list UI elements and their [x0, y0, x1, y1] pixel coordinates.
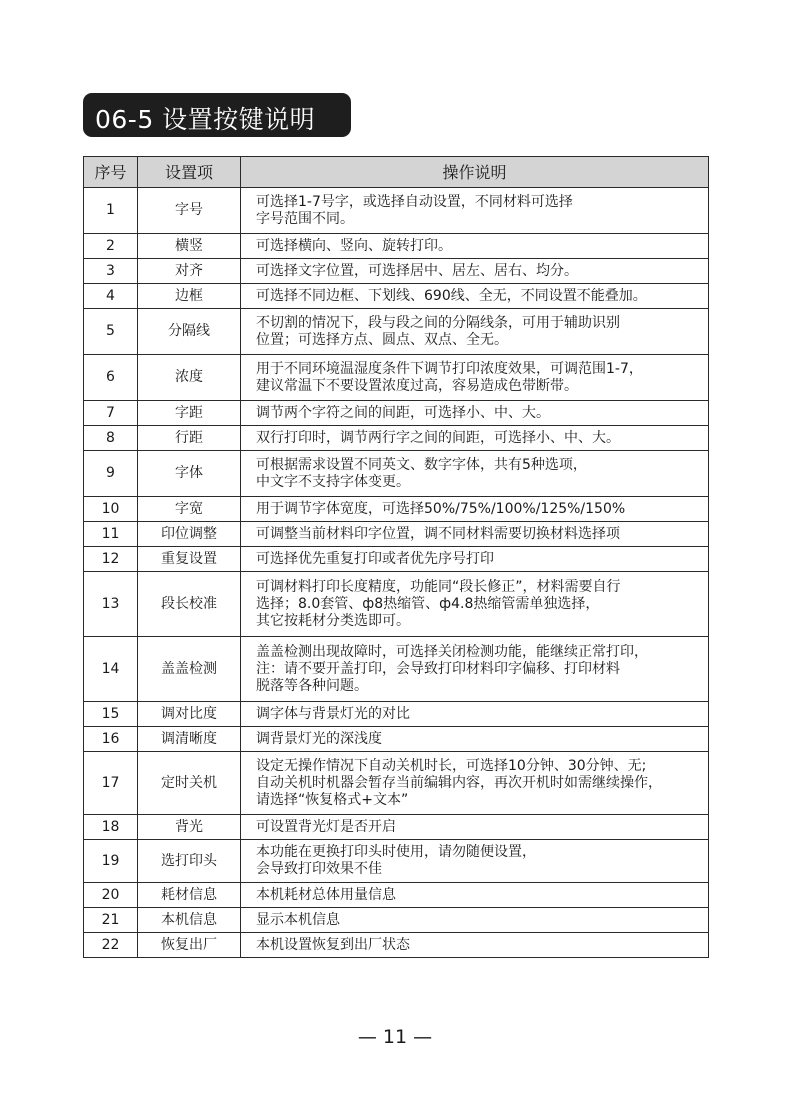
row-item: 印位调整: [138, 522, 241, 547]
row-num: 8: [84, 426, 138, 451]
row-num: 9: [84, 451, 138, 497]
page-number: — 11 —: [357, 1026, 433, 1048]
row-item: 横竖: [138, 234, 241, 259]
table-row: [84, 815, 709, 840]
row-desc: 本机设置恢复到出厂状态: [241, 933, 709, 958]
row-desc: 可选择1-7号字，或选择自动设置，不同材料可选择 字号范围不同。: [241, 188, 709, 234]
row-num: 12: [84, 547, 138, 572]
row-item: 耗材信息: [138, 883, 241, 908]
row-desc: 不切割的情况下，段与段之间的分隔线条，可用于辅助识别 位置；可选择方点、圆点、双点、全无。: [241, 309, 709, 355]
row-item: 边框: [138, 284, 241, 309]
row-desc: 可选择横向、竖向、旋转打印。: [241, 234, 709, 259]
table-row: [84, 355, 709, 401]
row-desc: 可选择优先重复打印或者优先序号打印: [241, 547, 709, 572]
table-row: [84, 572, 709, 637]
row-desc: 用于不同环境温湿度条件下调节打印浓度效果，可调范围1-7， 建议常温下不要设置浓度过高，容易造成色带断带。: [241, 355, 709, 401]
row-item: 浓度: [138, 355, 241, 401]
row-desc: 可选择不同边框、下划线、690线、全无，不同设置不能叠加。: [241, 284, 709, 309]
row-num: 14: [84, 637, 138, 702]
row-num: 22: [84, 933, 138, 958]
row-item: 选打印头: [138, 840, 241, 883]
table-row: [84, 401, 709, 426]
row-desc: 可调材料打印长度精度，功能同“段长修正”，材料需要自行 选择；8.0套管、ф8热缩管、ф4.8热缩管需单独选择， 其它按耗材分类选即可。: [241, 572, 709, 637]
table-row: [84, 522, 709, 547]
table-header-row: [84, 157, 709, 188]
row-desc: 本机耗材总体用量信息: [241, 883, 709, 908]
row-num: 15: [84, 702, 138, 727]
row-num: 1: [84, 188, 138, 234]
row-item: 调对比度: [138, 702, 241, 727]
row-desc: 调节两个字符之间的间距，可选择小、中、大。: [241, 401, 709, 426]
table-row: [84, 259, 709, 284]
row-desc: 显示本机信息: [241, 908, 709, 933]
table-row: [84, 908, 709, 933]
row-item: 字号: [138, 188, 241, 234]
row-desc: 调字体与背景灯光的对比: [241, 702, 709, 727]
row-desc: 双行打印时，调节两行字之间的间距，可选择小、中、大。: [241, 426, 709, 451]
row-item: 字体: [138, 451, 241, 497]
row-num: 20: [84, 883, 138, 908]
row-num: 17: [84, 752, 138, 815]
table-row: [84, 547, 709, 572]
row-num: 6: [84, 355, 138, 401]
row-num: 3: [84, 259, 138, 284]
section-title: 06-5 设置按键说明: [95, 105, 316, 134]
row-num: 21: [84, 908, 138, 933]
row-num: 16: [84, 727, 138, 752]
row-desc: 设定无操作情况下自动关机时长，可选择10分钟、30分钟、无; 自动关机时机器会暂存当前编辑内容，再次开机时如需继续操作， 请选择“恢复格式+文本”: [241, 752, 709, 815]
row-num: 7: [84, 401, 138, 426]
table-row: [84, 840, 709, 883]
row-num: 13: [84, 572, 138, 637]
row-num: 2: [84, 234, 138, 259]
header-item: 设置项: [138, 157, 241, 188]
table-row: [84, 637, 709, 702]
row-num: 10: [84, 497, 138, 522]
row-desc: 可根据需求设置不同英文、数字字体，共有5种选项， 中文字不支持字体变更。: [241, 451, 709, 497]
row-item: 行距: [138, 426, 241, 451]
row-desc: 可调整当前材料印字位置，调不同材料需要切换材料选择项: [241, 522, 709, 547]
row-item: 对齐: [138, 259, 241, 284]
row-desc: 可选择文字位置，可选择居中、居左、居右、均分。: [241, 259, 709, 284]
table-row: [84, 188, 709, 234]
table-row: [84, 752, 709, 815]
row-item: 段长校准: [138, 572, 241, 637]
row-item: 字宽: [138, 497, 241, 522]
table-row: [84, 309, 709, 355]
row-desc: 用于调节字体宽度，可选择50%/75%/100%/125%/150%: [241, 497, 709, 522]
row-num: 19: [84, 840, 138, 883]
table-row: [84, 426, 709, 451]
row-item: 分隔线: [138, 309, 241, 355]
table-row: [84, 933, 709, 958]
row-desc: 可设置背光灯是否开启: [241, 815, 709, 840]
table-row: [84, 702, 709, 727]
row-num: 11: [84, 522, 138, 547]
settings-table: [83, 156, 709, 958]
row-item: 调清晰度: [138, 727, 241, 752]
table-row: [84, 727, 709, 752]
row-item: 本机信息: [138, 908, 241, 933]
header-desc: 操作说明: [241, 157, 709, 188]
table-row: [84, 883, 709, 908]
row-desc: 调背景灯光的深浅度: [241, 727, 709, 752]
section-title-bar: [83, 93, 351, 137]
row-item: 盖盖检测: [138, 637, 241, 702]
header-num: 序号: [84, 157, 138, 188]
row-desc: 本功能在更换打印头时使用，请勿随便设置， 会导致打印效果不佳: [241, 840, 709, 883]
row-num: 18: [84, 815, 138, 840]
row-item: 字距: [138, 401, 241, 426]
row-item: 背光: [138, 815, 241, 840]
row-desc: 盖盖检测出现故障时，可选择关闭检测功能，能继续正常打印， 注：请不要开盖打印，会导致打印材料印字偏移、打印材料 脱落等各种问题。: [241, 637, 709, 702]
row-item: 定时关机: [138, 752, 241, 815]
table-row: [84, 451, 709, 497]
row-num: 5: [84, 309, 138, 355]
table-row: [84, 284, 709, 309]
table-row: [84, 497, 709, 522]
row-item: 重复设置: [138, 547, 241, 572]
row-item: 恢复出厂: [138, 933, 241, 958]
table-row: [84, 234, 709, 259]
row-num: 4: [84, 284, 138, 309]
